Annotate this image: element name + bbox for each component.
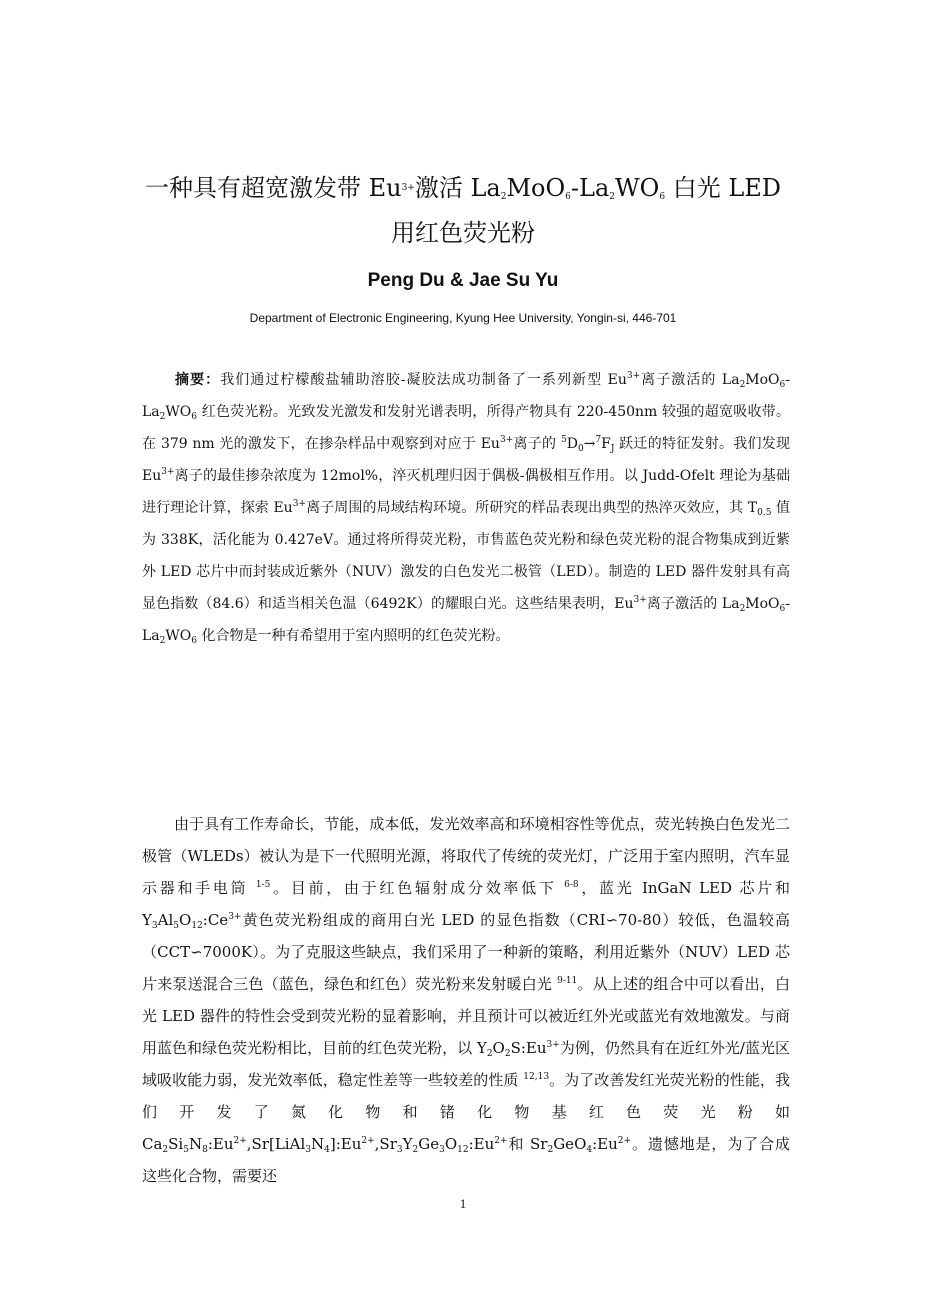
page-number: 1 [459,1196,467,1211]
abstract-label: 摘要： [174,372,221,388]
intro-paragraph: 由于具有工作寿命长，节能，成本低，发光效率高和环境相容性等优点，荧光转换白色发光二极管（WLEDs）被认为是下一代照明光源，将取代了传统的荧光灯，广泛用于室内照明，汽车显示器和手电筒 $^{1-5}$。目前，由于红色辐射成分效率低下 $^{6-8}$，蓝光 InGaN LED 芯片和 $Y_3Al_5O_{12}:Ce^{3+}$黄色荧光粉组成的商用白光 LED 的显色指数（CRI∽70-80）较低，色温较高（CCT∽7000K）。为了克服这些缺点，我们采用了一种新的策略，利用近紫外（NUV）LED 芯片来泵送混合三色（蓝色，绿色和红色）荧光粉来发射暖白光 $^{9-11}$。从上述的组合中可以看出，白光 LED 器件的特性会受到荧光粉的显着影响，并且预计可以被近红外光或蓝光有效地激发。与商用蓝色和绿色荧光粉相比，目前的红色荧光粉，以 $Y_2O_2S:Eu^{3+}$为例，仍然具有在近红外光/蓝光区域吸收能力弱，发光效率低，稳定性差等一些较差的性质 $^{12,13}$。为了改善发红光荧光粉的性能，我们开发了氮化物和锗化物基红色荧光粉如 $Ca_2Si_5N_8:Eu^{2+},Sr[LiAl_3N_4]:Eu^{2+},Sr_3Y_2Ge_3O_{12}:Eu^{2+}$和 $Sr_2GeO_4:Eu^{2+}$。遗憾地是，为了合成这些化合物，需要还 [142,815,790,1185]
paper-title-line-1: 一种具有超宽激发带 $Eu^{3+}$激活 $La_2MoO_6-La_2WO_6$ 白光 LED [144,174,782,202]
abstract-paragraph: 摘要：我们通过柠檬酸盐辅助溶胶-凝胶法成功制备了一系列新型 $Eu^{3+}$离子激活的 $La_2MoO_6-La_2WO_6$ 红色荧光粉。光致发光激发和发射光谱表明，所得产物具有 220-450nm 较强的超宽吸收带。在 379 nm 光的激发下，在掺杂样品中观察到对应于 $Eu^{3+}$离子的 $^5D_0\to^7F_J$ 跃迁的特征发射。我们发现 $Eu^{3+}$离子的最佳掺杂浓度为 12mol%，淬灭机理归因于偶极-偶极相互作用。以 Judd-Ofelt 理论为基础进行理论计算，探索 $Eu^{3+}$离子周围的局域结构环境。所研究的样品表现出典型的热淬灭效应，其 $T_{0.5}$ 值为 338K，活化能为 0.427eV。通过将所得荧光粉，市售蓝色荧光粉和绿色荧光粉的混合物集成到近紫外 LED 芯片中而封装成近紫外（NUV）激发的白色发光二极管（LED）。制造的 LED 器件发射具有高显色指数（84.6）和适当相关色温（6492K）的耀眼白光。这些结果表明，$Eu^{3+}$离子激活的 $La_2MoO_6-La_2WO_6$ 化合物是一种有希望用于室内照明的红色荧光粉。 [142,371,791,646]
affiliation: Department of Electronic Engineering, Kyung Hee University, Yongin-si, 446-701 [249,311,677,325]
paper-title-line-2: 用红色荧光粉 [391,219,535,247]
author-list: Peng Du & Jae Su Yu [367,270,559,291]
